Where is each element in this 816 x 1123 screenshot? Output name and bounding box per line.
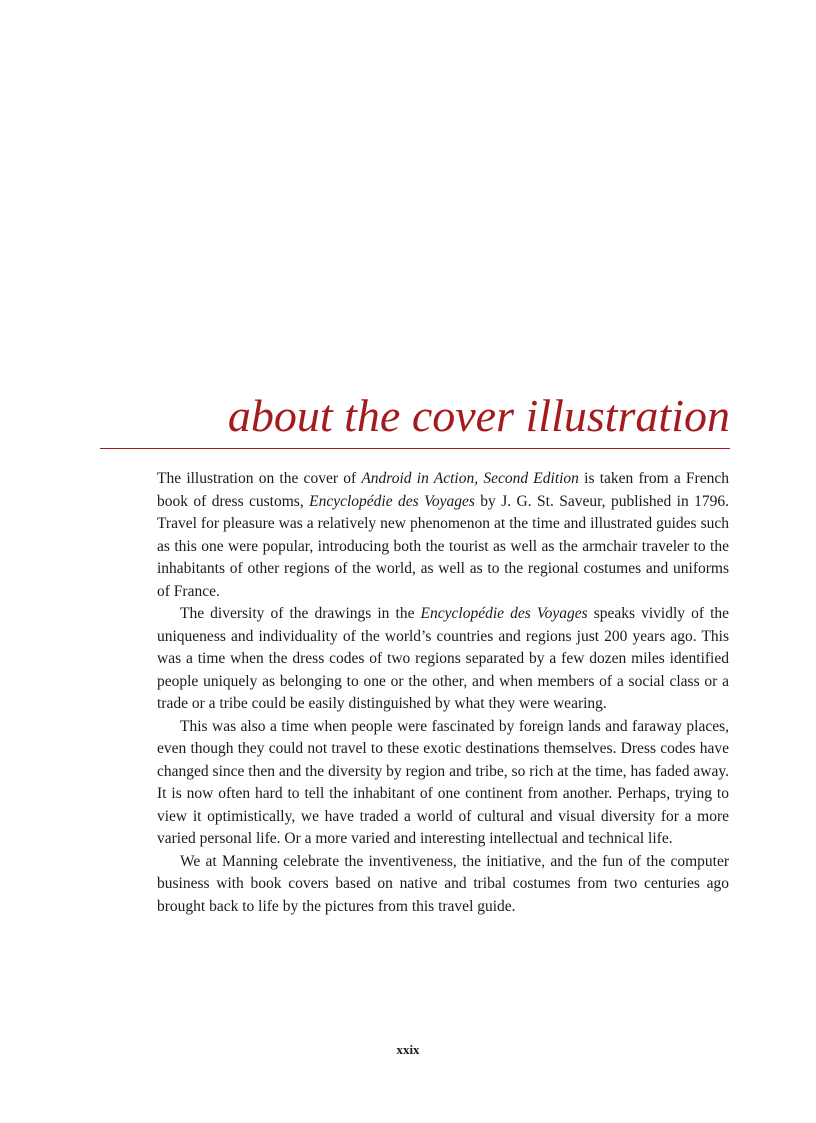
- book-title-italic: Android in Action, Second Edition: [361, 470, 579, 487]
- page-number: xxix: [396, 1042, 420, 1057]
- paragraph-3: This was also a time when people were fascinated by foreign lands and faraway places, even though they could not travel to these exotic destinations themselves. Dress codes have changed since then and the diversity by region and tribe, so rich at the time, has faded away. It is now often hard to tell the inhabitant of one continent from another. Perhaps, trying to view it optimistically, we have traded a world of cultural and visual diversity for a more varied personal life. Or a more varied and interesting intellectual and technical life.: [157, 717, 729, 847]
- paragraph-1: [157, 468, 729, 603]
- title-rule: [100, 448, 730, 449]
- paragraph-1-text: by J. G. St. Saveur, published in 1796. Travel for pleasure was a relatively new phenomenon at the time and illustrated guides such as this one were popular, introducing both the tourist as well as the armchair traveler to the inhabitants of other regions of the world, as well as to the regional costumes and uniforms of France.: [157, 492, 729, 600]
- body-text: [157, 468, 729, 918]
- paragraph-2: [157, 603, 729, 716]
- paragraph-1-text: The illustration on the cover of: [157, 470, 362, 487]
- paragraph-1-text: is taken from a French book of dress customs,: [157, 470, 729, 510]
- source-title-italic: Encyclopédie des Voyages: [420, 605, 588, 622]
- paragraph-4: We at Manning celebrate the inventiveness, the initiative, and the fun of the computer business with book covers based on native and tribal costumes from two centuries ago brought back to life by the pictures from this travel guide.: [157, 852, 729, 915]
- source-title-italic: Encyclopédie des Voyages: [309, 492, 475, 510]
- paragraph-2-text: speaks vividly of the uniqueness and individuality of the world’s countries and regions just 200 years ago. This was a time when the dress codes of two regions separated by a few dozen miles identified people uniquely as belonging to one or the other, and when members of a social class or a trade or a tribe could be easily distinguished by what they were wearing.: [157, 605, 730, 712]
- paragraph-2-text: The diversity of the drawings in the: [180, 605, 421, 622]
- page-title: about the cover illustration: [227, 390, 730, 441]
